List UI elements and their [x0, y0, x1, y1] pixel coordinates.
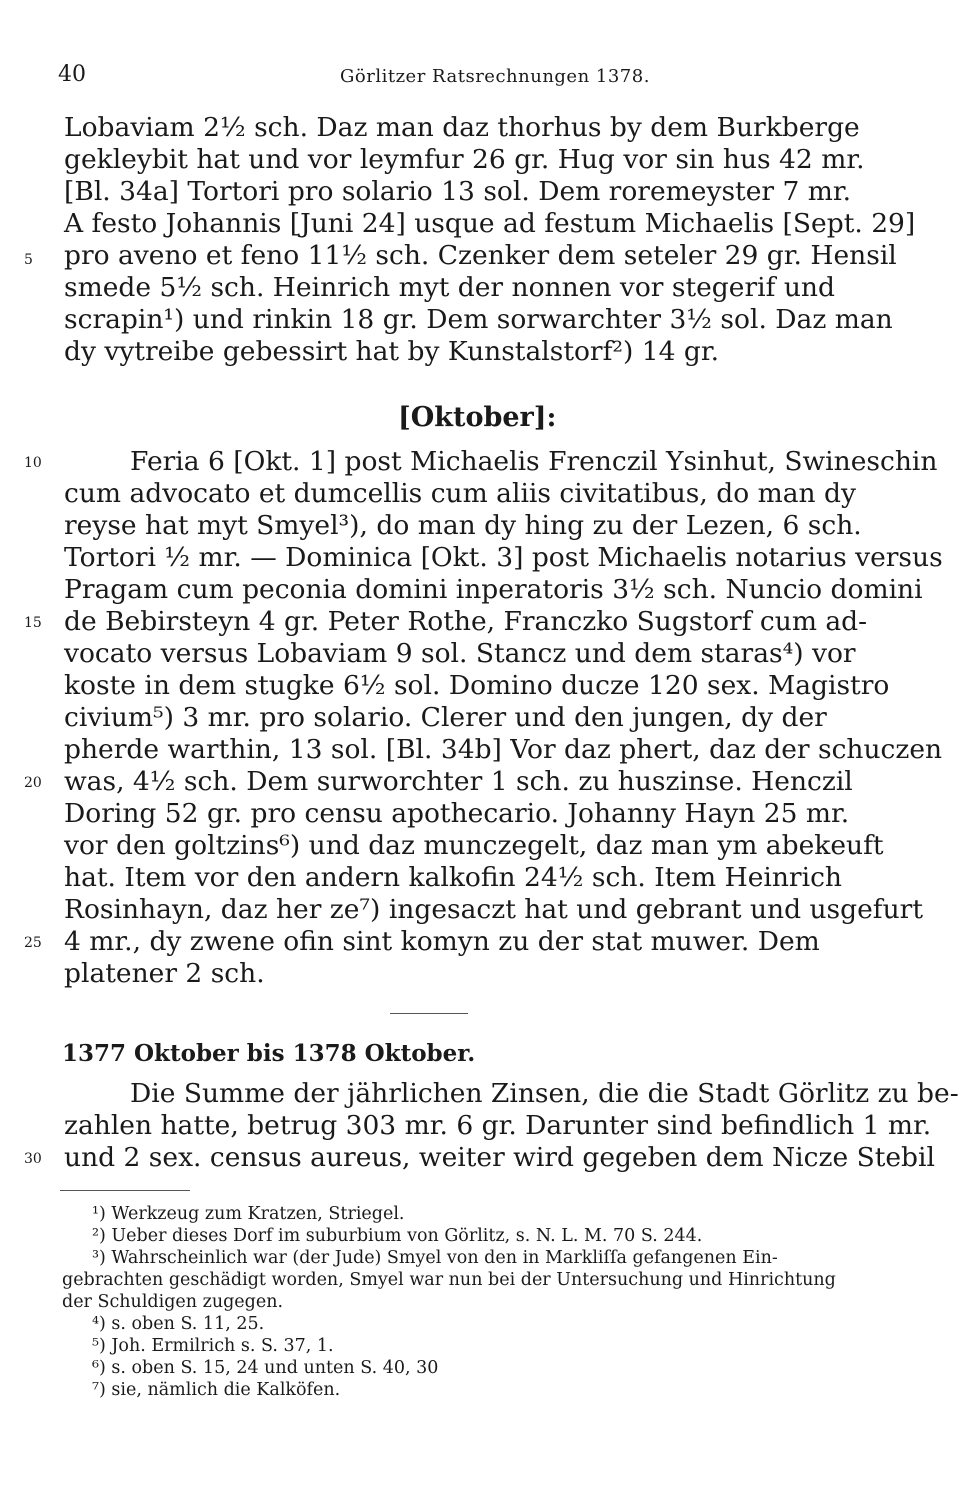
footnote: gebrachten geschädigt worden, Smyel war nun bei der Untersuchung und Hinrichtung: [62, 1270, 836, 1290]
line-number: 5: [24, 252, 33, 268]
line-number: 10: [24, 455, 42, 471]
text-line: smede 5½ sch. Heinrich myt der nonnen vor stegerif und: [64, 272, 835, 303]
footnote: ²) Ueber dieses Dorf im suburbium von Görlitz, s. N. L. M. 70 S. 244.: [92, 1226, 703, 1246]
line-number: 25: [24, 935, 42, 951]
text-line: Feria 6 [Okt. 1] post Michaelis Frenczil Ysinhut, Swineschin: [130, 446, 938, 477]
text-line: gekleybit hat und vor leymfur 26 gr. Hug vor sin hus 42 mr.: [64, 144, 865, 175]
text-line: koste in dem stugke 6½ sol. Domino ducze 120 sex. Magistro: [64, 670, 890, 701]
footnote: ⁷) sie, nämlich die Kalköfen.: [92, 1380, 341, 1400]
text-line: platener 2 sch.: [64, 958, 265, 989]
text-line: Doring 52 gr. pro censu apothecario. Johanny Hayn 25 mr.: [64, 798, 850, 829]
line-number: 30: [24, 1151, 42, 1167]
section-heading-october: [Oktober]:: [398, 402, 557, 433]
text-line: [Bl. 34a] Tortori pro solario 13 sol. Dem roremeyster 7 mr.: [64, 176, 852, 207]
text-line: Rosinhayn, daz her ze⁷) ingesaczt hat und gebrant und usgefurt: [64, 894, 923, 925]
text-line: pherde warthin, 13 sol. [Bl. 34b] Vor daz phert, daz der schuczen: [64, 734, 943, 765]
text-line: vocato versus Lobaviam 9 sol. Stancz und dem staras⁴) vor: [64, 638, 856, 669]
text-line: pro aveno et feno 11½ sch. Czenker dem seteler 29 gr. Hensil: [64, 240, 897, 271]
text-line: vor den goltzins⁶) und daz munczegelt, daz man ym abekeuft: [64, 830, 884, 861]
text-line: Pragam cum peconia domini inperatoris 3½ sch. Nuncio domini: [64, 574, 923, 605]
running-title: Görlitzer Ratsrechnungen 1378.: [340, 66, 650, 87]
text-line: zahlen hatte, betrug 303 mr. 6 gr. Darunter sind befindlich 1 mr.: [64, 1110, 932, 1141]
footnote: der Schuldigen zugegen.: [62, 1292, 284, 1312]
text-line: was, 4½ sch. Dem surworchter 1 sch. zu huszinse. Henczil: [64, 766, 853, 797]
footnote: ⁶) s. oben S. 15, 24 und unten S. 40, 30: [92, 1358, 439, 1378]
footnote: ³) Wahrscheinlich war (der Jude) Smyel von den in Markliſſa gefangenen Ein-: [92, 1248, 778, 1268]
text-line: dy vytreibe gebessirt hat by Kunstalstorf²) 14 gr.: [64, 336, 720, 367]
text-line: Lobaviam 2½ sch. Daz man daz thorhus by dem Burkberge: [64, 112, 860, 143]
text-line: cum advocato et dumcellis cum aliis civitatibus, do man dy: [64, 478, 856, 509]
text-line: civium⁵) 3 mr. pro solario. Clerer und den jungen, dy der: [64, 702, 827, 733]
text-line: A festo Johannis [Juni 24] usque ad festum Michaelis [Sept. 29]: [64, 208, 916, 239]
text-line: hat. Item vor den andern kalkofin 24½ sch. Item Heinrich: [64, 862, 842, 893]
text-line: reyse hat myt Smyel³), do man dy hing zu der Lezen, 6 sch.: [64, 510, 862, 541]
line-number: 20: [24, 775, 42, 791]
text-line: scrapin¹) und rinkin 18 gr. Dem sorwarchter 3½ sol. Daz man: [64, 304, 893, 335]
text-line: und 2 sex. census aureus, weiter wird gegeben dem Nicze Stebil: [64, 1142, 935, 1173]
footnote-rule: [60, 1190, 190, 1191]
line-number: 15: [24, 615, 42, 631]
separator-rule: [390, 1013, 468, 1014]
footnote: ¹) Werkzeug zum Kratzen, Striegel.: [92, 1204, 405, 1224]
footnote: ⁴) s. oben S. 11, 25.: [92, 1314, 265, 1334]
section-heading-year: 1377 Oktober bis 1378 Oktober.: [62, 1040, 476, 1067]
text-line: Tortori ½ mr. — Dominica [Okt. 3] post Michaelis notarius versus: [64, 542, 943, 573]
text-line: 4 mr., dy zwene ofin sint komyn zu der stat muwer. Dem: [64, 926, 820, 957]
footnote: ⁵) Joh. Ermilrich s. S. 37, 1.: [92, 1336, 334, 1356]
text-line: de Bebirsteyn 4 gr. Peter Rothe, Franczko Sugstorf cum ad-: [64, 606, 868, 637]
page-number: 40: [58, 62, 86, 87]
text-line: Die Summe der jährlichen Zinsen, die die Stadt Görlitz zu be-: [130, 1078, 959, 1109]
